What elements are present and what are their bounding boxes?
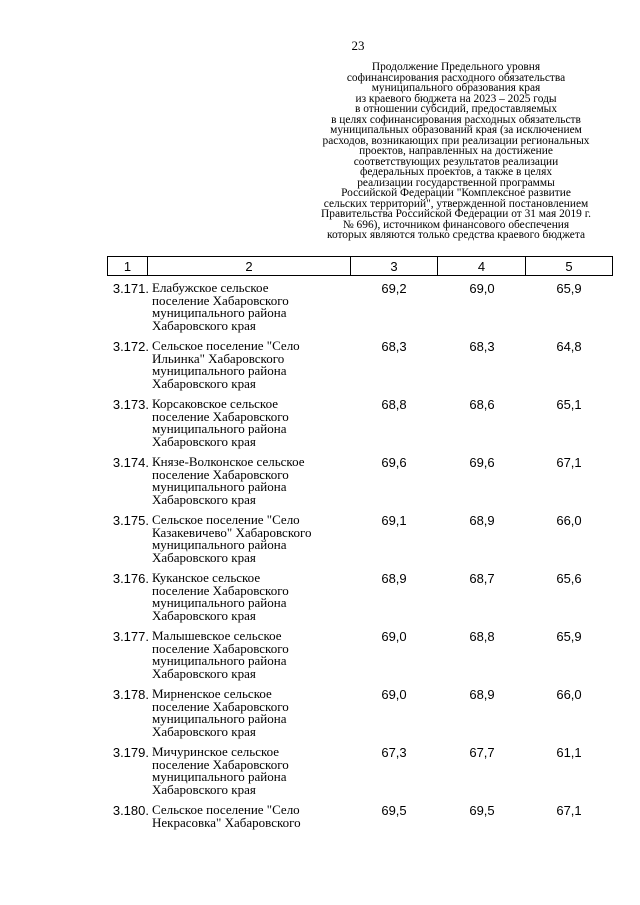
- municipality-name-line: муниципального района: [152, 769, 287, 785]
- municipality-name-line: Мирненское сельское: [152, 686, 272, 701]
- municipality-name-line: Хабаровского края: [152, 549, 256, 565]
- municipality-name-line: Хабаровского края: [152, 317, 256, 333]
- row-number: 3.173.: [112, 397, 149, 412]
- municipality-name-line: Хабаровского края: [152, 375, 256, 391]
- table-row: [107, 572, 611, 630]
- municipality-name: [152, 804, 352, 829]
- heading-line: в отношении субсидий, предоставляемых: [354, 103, 558, 115]
- municipality-name-line: муниципального района: [152, 363, 287, 379]
- value-2023: 69,2: [381, 281, 407, 296]
- value-2023: 69,0: [381, 687, 407, 702]
- row-number: 3.176.: [112, 571, 149, 586]
- column-header-table: [107, 256, 613, 276]
- value-2025: 65,1: [556, 397, 582, 412]
- value-2023: 68,8: [381, 397, 407, 412]
- value-2023: 69,0: [381, 629, 407, 644]
- municipality-name-line: поселение Хабаровского: [152, 582, 289, 598]
- municipality-name-line: Хабаровского края: [152, 665, 256, 681]
- value-2024: 69,5: [469, 803, 495, 818]
- value-2024: 69,6: [469, 455, 495, 470]
- municipality-name-line: поселение Хабаровского: [152, 756, 289, 772]
- municipality-name-line: Князе-Волконское сельское: [152, 454, 305, 469]
- municipality-name-line: муниципального района: [152, 711, 287, 727]
- table-row: [107, 804, 611, 862]
- heading-line: № 696), источником финансового обеспечения: [342, 218, 570, 231]
- table-row: [107, 688, 611, 746]
- value-2025: 65,6: [556, 571, 582, 586]
- value-2023: 67,3: [381, 745, 407, 760]
- row-number: 3.171.: [112, 281, 149, 296]
- column-header-row: [108, 257, 613, 276]
- municipality-name-line: поселение Хабаровского: [152, 408, 289, 424]
- municipality-name: [152, 688, 352, 738]
- municipality-name-line: муниципального района: [152, 595, 287, 611]
- value-2023: 68,9: [381, 571, 407, 586]
- municipality-name-line: муниципального района: [152, 479, 287, 495]
- municipality-name: [152, 746, 352, 796]
- row-number: 3.178.: [112, 687, 149, 702]
- municipality-name-line: Казакевичево" Хабаровского: [152, 524, 312, 540]
- value-2025: 65,9: [556, 629, 582, 644]
- municipality-name-line: Малышевское сельское: [152, 628, 282, 643]
- municipality-name-line: Хабаровского края: [152, 781, 256, 797]
- municipality-name-line: Сельское поселение "Село: [152, 512, 300, 527]
- municipality-name-line: муниципального района: [152, 537, 287, 553]
- municipality-name-line: Елабужское сельское: [152, 280, 269, 295]
- column-header-2: 2: [148, 257, 351, 276]
- municipality-name-line: Хабаровского края: [152, 433, 256, 449]
- value-2024: 68,9: [469, 687, 495, 702]
- value-2024: 69,0: [469, 281, 495, 296]
- municipality-name-line: Сельское поселение "Село: [152, 338, 300, 353]
- heading-line: проектов, направленных на достижение: [359, 145, 553, 157]
- value-2025: 61,1: [556, 745, 582, 760]
- document-heading: [300, 62, 612, 241]
- heading-line: которых являются только средства краевого бюджета: [326, 229, 586, 241]
- municipality-name: [152, 282, 352, 332]
- table-row: [107, 630, 611, 688]
- municipality-name-line: поселение Хабаровского: [152, 292, 289, 308]
- page-number: 23: [351, 38, 365, 53]
- municipality-name: [152, 398, 352, 448]
- row-number: 3.177.: [112, 629, 149, 644]
- row-number: 3.172.: [112, 339, 149, 354]
- value-2025: 66,0: [556, 513, 582, 528]
- heading-line: соответствующих результатов реализации: [353, 155, 559, 168]
- value-2023: 69,1: [381, 513, 407, 528]
- row-number: 3.175.: [112, 513, 149, 528]
- municipality-name-line: Сельское поселение "Село: [152, 802, 300, 817]
- value-2023: 68,3: [381, 339, 407, 354]
- value-2025: 67,1: [556, 455, 582, 470]
- value-2025: 66,0: [556, 687, 582, 702]
- value-2023: 69,6: [381, 455, 407, 470]
- municipality-name: [152, 340, 352, 390]
- municipality-name: [152, 572, 352, 622]
- value-2024: 68,3: [469, 339, 495, 354]
- municipality-name-line: поселение Хабаровского: [152, 466, 289, 482]
- municipality-name-line: муниципального района: [152, 421, 287, 437]
- column-header-4: 4: [438, 257, 526, 276]
- table-body: [107, 282, 611, 862]
- table-row: [107, 398, 611, 456]
- municipality-name-line: Хабаровского края: [152, 723, 256, 739]
- municipality-name-line: Куканское сельское: [152, 570, 261, 585]
- heading-line: федеральных проектов, а также в целях: [359, 166, 553, 178]
- municipality-name: [152, 456, 352, 506]
- value-2025: 64,8: [556, 339, 582, 354]
- municipality-name-line: Хабаровского края: [152, 491, 256, 507]
- row-number: 3.179.: [112, 745, 149, 760]
- table-row: [107, 340, 611, 398]
- heading-line: в целях софинансирования расходных обязательств: [331, 113, 581, 126]
- table-row: [107, 456, 611, 514]
- municipality-name-line: Некрасовка" Хабаровского: [152, 814, 301, 830]
- table-row: [107, 282, 611, 340]
- value-2024: 68,9: [469, 513, 495, 528]
- heading-line: муниципального образования края: [371, 82, 541, 94]
- heading-line: из краевого бюджета на 2023 – 2025 годы: [355, 92, 557, 105]
- heading-line: муниципальных образований края (за исключением: [330, 124, 582, 136]
- column-header-5: 5: [526, 257, 613, 276]
- municipality-name-line: Хабаровского края: [152, 607, 256, 623]
- column-header-3: 3: [351, 257, 438, 276]
- row-number: 3.180.: [112, 803, 149, 818]
- municipality-name-line: муниципального района: [152, 305, 287, 321]
- municipality-name-line: поселение Хабаровского: [152, 640, 289, 656]
- heading-line: реализации государственной программы: [357, 176, 555, 189]
- heading-line: софинансирования расходного обязательства: [346, 71, 566, 84]
- heading-line: расходов, возникающих при реализации региональных: [322, 134, 590, 147]
- heading-line: Российской Федерации "Комплексное развитие: [341, 187, 571, 199]
- table-row: [107, 746, 611, 804]
- column-header-1: 1: [108, 257, 148, 276]
- table-row: [107, 514, 611, 572]
- heading-line: Продолжение Предельного уровня: [371, 61, 541, 73]
- value-2024: 68,8: [469, 629, 495, 644]
- row-number: 3.174.: [112, 455, 149, 470]
- municipality-name-line: муниципального района: [152, 653, 287, 669]
- municipality-name: [152, 630, 352, 680]
- value-2024: 68,6: [469, 397, 495, 412]
- value-2025: 65,9: [556, 281, 582, 296]
- value-2025: 67,1: [556, 803, 582, 818]
- municipality-name: [152, 514, 352, 564]
- value-2023: 69,5: [381, 803, 407, 818]
- municipality-name-line: Ильинка" Хабаровского: [152, 350, 285, 366]
- municipality-name-line: Корсаковское сельское: [152, 396, 279, 411]
- municipality-name-line: Мичуринское сельское: [152, 744, 280, 759]
- value-2024: 68,7: [469, 571, 495, 586]
- heading-line: сельских территорий", утвержденной постановлением: [323, 197, 589, 210]
- municipality-name-line: поселение Хабаровского: [152, 698, 289, 714]
- value-2024: 67,7: [469, 745, 495, 760]
- heading-line: Правительства Российской Федерации от 31 мая 2019 г.: [321, 208, 591, 220]
